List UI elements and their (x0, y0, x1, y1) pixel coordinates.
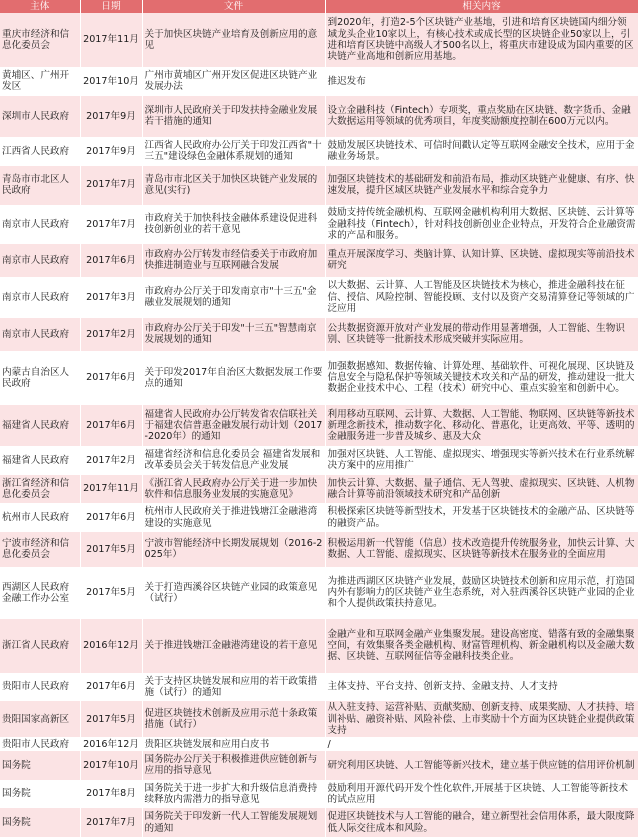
cell-subject: 浙江省人民政府 (0, 619, 80, 673)
cell-content: / (325, 737, 638, 751)
cell-subject: 国务院 (0, 751, 80, 780)
cell-document: 关于印发2017年自治区大数据发展工作要点的通知 (142, 351, 325, 405)
cell-content: 加强区块链技术的基础研发和前沿布局，推动区块链产业健康、有序、快速发展，提升区域区块链产业发展水平和综合竞争力 (325, 166, 638, 205)
cell-document: 广州市黄埔区广州开发区促进区块链产业发展办法 (142, 67, 325, 96)
cell-subject: 贵阳市人民政府 (0, 673, 80, 702)
cell-document: 市政府办公厅转发市经信委关于市政府加快推进制造业与互联网融合发展 (142, 244, 325, 277)
cell-document: 宁波市智能经济中长期发展规划（2016-2025年） (142, 532, 325, 567)
cell-date: 2017年9月 (80, 96, 142, 137)
cell-content: 设立金融科技（Fintech）专项奖，重点奖励在区块链、数字货币、金融大数据运用等领域的优秀项目，年度奖励额度控制在600万元以内。 (325, 96, 638, 137)
cell-date: 2017年3月 (80, 277, 142, 318)
cell-document: 市政府关于加快科技金融体系建设促进科技创新创业的若干意见 (142, 205, 325, 244)
cell-subject: 重庆市经济和信息化委员会 (0, 13, 80, 67)
cell-document: 国务院关于印发新一代人工智能发展规划的通知 (142, 808, 325, 837)
table-body (0, 13, 638, 837)
cell-content: 到2020年，打造2-5个区块链产业基地，引进和培育区块链国内细分领域龙头企业10家以上，有核心技术或成长型的区块链企业50家以上，引进和培育区块链中高级人才500名以上，将重庆市建设成为国内重要的区块链产业高地和创新应用基地。 (325, 13, 638, 67)
table-row (0, 751, 638, 780)
cell-content: 加强对区块链、人工智能、虚拟现实、增强现实等新兴技术在行业系统解决方案中的应用推广 (325, 446, 638, 475)
cell-subject: 南京市人民政府 (0, 318, 80, 351)
header-document: 文件 (142, 0, 325, 13)
table-row (0, 67, 638, 96)
cell-content: 主体支持、平台支持、创新支持、金融支持、人才支持 (325, 673, 638, 702)
table-row (0, 318, 638, 351)
table-row (0, 532, 638, 567)
cell-subject: 内蒙古自治区人民政府 (0, 351, 80, 405)
cell-content: 金融产业和互联网金融产业集聚发展。建设高密度、错落有致的金融集聚空间，有效集聚各类金融机构、财富管理机构、新金融机构以及金融大数据、区块链、互联网征信等金融科技类企业。 (325, 619, 638, 673)
table-row (0, 137, 638, 166)
cell-date: 2017年11月 (80, 475, 142, 504)
cell-document: 国务院办公厅关于积极推进供应链创新与应用的指导意见 (142, 751, 325, 780)
table-row (0, 737, 638, 751)
table-row (0, 446, 638, 475)
cell-subject: 贵阳国家高新区 (0, 701, 80, 737)
cell-date: 2016年12月 (80, 737, 142, 751)
cell-date: 2017年6月 (80, 351, 142, 405)
header-content: 相关内容 (325, 0, 638, 13)
cell-content: 为推进西湖区区块链产业发展，鼓励区块链技术创新和应用示范，打造国内外有影响力的区块链产业生态系统，对入驻西溪谷区块链产业园的企业和个人提供政策扶持意见。 (325, 567, 638, 619)
cell-subject: 杭州市人民政府 (0, 503, 80, 532)
cell-subject: 江西省人民政府 (0, 137, 80, 166)
cell-date: 2017年2月 (80, 318, 142, 351)
cell-content: 鼓励利用开源代码开发个性化软件,开展基于区块链、人工智能等新技术的试点应用 (325, 780, 638, 809)
cell-date: 2017年11月 (80, 13, 142, 67)
header-subject: 主体 (0, 0, 80, 13)
cell-content: 鼓励支持传统金融机构、互联网金融机构利用大数据、区块链、云计算等金融科技（Fintech），针对科技创新创业企业特点，开发符合企业融资需求的产品和服务。 (325, 205, 638, 244)
cell-date: 2017年7月 (80, 205, 142, 244)
table-row (0, 503, 638, 532)
header-date: 日期 (80, 0, 142, 13)
cell-date: 2017年8月 (80, 780, 142, 809)
cell-document: 关于加快区块链产业培育及创新应用的意见 (142, 13, 325, 67)
cell-subject: 国务院 (0, 808, 80, 837)
table-row (0, 701, 638, 737)
cell-date: 2017年10月 (80, 67, 142, 96)
table-row (0, 405, 638, 446)
cell-document: 杭州市人民政府关于推进钱塘江金融港湾建设的实施意见 (142, 503, 325, 532)
cell-content: 加快云计算、大数据、量子通信、无人驾驶、虚拟现实、区块链、人机物融合计算等前沿领域技术研究和产品创新 (325, 475, 638, 504)
cell-subject: 黄埔区、广州开发区 (0, 67, 80, 96)
cell-content: 从入驻支持、运营补贴、贡献奖励、创新支持、成果奖励、人才扶持、培训补贴、融资补贴、风险补偿、上市奖励十个方面为区块链企业提供政策支持 (325, 701, 638, 737)
cell-date: 2017年7月 (80, 808, 142, 837)
cell-subject: 国务院 (0, 780, 80, 809)
table-row (0, 475, 638, 504)
cell-date: 2017年5月 (80, 532, 142, 567)
cell-document: 深圳市人民政府关于印发扶持金融业发展若干措施的通知 (142, 96, 325, 137)
table-row (0, 351, 638, 405)
cell-date: 2017年6月 (80, 405, 142, 446)
table-row (0, 567, 638, 619)
cell-content: 公共数据资源开放对产业发展的带动作用显著增强，人工智能、生物识别、区块链等一批新技术形成突破并实际应用。 (325, 318, 638, 351)
cell-date: 2017年6月 (80, 244, 142, 277)
cell-date: 2017年5月 (80, 701, 142, 737)
cell-subject: 深圳市人民政府 (0, 96, 80, 137)
cell-date: 2017年6月 (80, 503, 142, 532)
table-row (0, 96, 638, 137)
table-row (0, 673, 638, 702)
cell-document: 关于推进钱塘江金融港湾建设的若干意见 (142, 619, 325, 673)
cell-date: 2017年2月 (80, 446, 142, 475)
cell-subject: 青岛市市北区人民政府 (0, 166, 80, 205)
table-row (0, 277, 638, 318)
table-row (0, 808, 638, 837)
cell-date: 2017年6月 (80, 673, 142, 702)
cell-date: 2017年10月 (80, 751, 142, 780)
table-row (0, 619, 638, 673)
cell-document: 贵阳区块链发展和应用白皮书 (142, 737, 325, 751)
cell-content: 以大数据、云计算、人工智能及区块链技术为核心，推进金融科技在征信、授信、风险控制、智能投顾、支付以及资产交易清算登记等领域的广泛应用 (325, 277, 638, 318)
cell-subject: 南京市人民政府 (0, 205, 80, 244)
cell-date: 2017年5月 (80, 567, 142, 619)
cell-content: 积极运用新一代智能（信息）技术改造提升传统服务业，加快云计算、大数据、人工智能、虚拟现实、区块链等新技术在服务业的全面应用 (325, 532, 638, 567)
cell-document: 促进区块链技术创新及应用示范十条政策措施（试行） (142, 701, 325, 737)
table-row (0, 205, 638, 244)
cell-subject: 宁波市经济和信息化委员会 (0, 532, 80, 567)
cell-subject: 浙江省经济和信息化委员会 (0, 475, 80, 504)
cell-content: 加强数据感知、数据传输、计算处理、基础软件、可视化展现、区块链及信息安全与隐私保护等领域关键技术攻关和产品的研发，推动建设一批大数据企业技术中心、工程（技术）研究中心、重点实验室和创新中心。 (325, 351, 638, 405)
cell-date: 2016年12月 (80, 619, 142, 673)
cell-document: 关于打造西溪谷区块链产业园的政策意见（试行） (142, 567, 325, 619)
cell-content: 研究利用区块链、人工智能等新兴技术，建立基于供应链的信用评价机制 (325, 751, 638, 780)
cell-subject: 南京市人民政府 (0, 277, 80, 318)
cell-document: 福建省经济和信息化委员会 福建省发展和改革委员会关于转发信息产业发展 (142, 446, 325, 475)
cell-date: 2017年7月 (80, 166, 142, 205)
table-row (0, 244, 638, 277)
cell-subject: 福建省人民政府 (0, 405, 80, 446)
header-row (0, 0, 638, 13)
cell-document: 江西省人民政府办公厅关于印发江西省"十三五"建设绿色金融体系规划的通知 (142, 137, 325, 166)
table-row (0, 166, 638, 205)
cell-document: 市政府办公厅关于印发南京市"十三五"金融业发展规划的通知 (142, 277, 325, 318)
cell-subject: 福建省人民政府 (0, 446, 80, 475)
cell-content: 重点开展深度学习、类脑计算、认知计算、区块链、虚拟现实等前沿技术研究 (325, 244, 638, 277)
cell-document: 国务院关于进一步扩大和升级信息消费持续释放内需潜力的指导意见 (142, 780, 325, 809)
cell-document: 青岛市市北区关于加快区块链产业发展的意见(实行) (142, 166, 325, 205)
cell-subject: 南京市人民政府 (0, 244, 80, 277)
cell-subject: 贵阳市人民政府 (0, 737, 80, 751)
table-row (0, 13, 638, 67)
cell-content: 积极探索区块链等新型技术，开发基于区块链技术的金融产品、区块链等的融资产品。 (325, 503, 638, 532)
cell-date: 2017年9月 (80, 137, 142, 166)
cell-document: 关于支持区块链发展和应用的若干政策措施（试行）的通知 (142, 673, 325, 702)
table-row (0, 780, 638, 809)
cell-document: 《浙江省人民政府办公厅关于进一步加快软件和信息服务业发展的实施意见》 (142, 475, 325, 504)
cell-document: 市政府办公厅关于印发"十三五"智慧南京发展规划的通知 (142, 318, 325, 351)
cell-content: 促进区块链技术与人工智能的融合，建立新型社会信用体系，最大限度降低人际交往成本和风险。 (325, 808, 638, 837)
cell-content: 推迟发布 (325, 67, 638, 96)
cell-content: 鼓励发展区块链技术、可信时间戳认定等互联网金融安全技术，应用于金融业务场景。 (325, 137, 638, 166)
cell-document: 福建省人民政府办公厅转发省农信联社关于福建农信普惠金融发展行动计划（2017-2020年）的通知 (142, 405, 325, 446)
cell-subject: 西湖区人民政府金融工作办公室 (0, 567, 80, 619)
cell-content: 利用移动互联网、云计算、大数据、人工智能、物联网、区块链等新技术新理念新技术，推动数字化、移动化、普惠化，让更高效、平等、透明的金融服务进一步普及城乡、惠及大众 (325, 405, 638, 446)
